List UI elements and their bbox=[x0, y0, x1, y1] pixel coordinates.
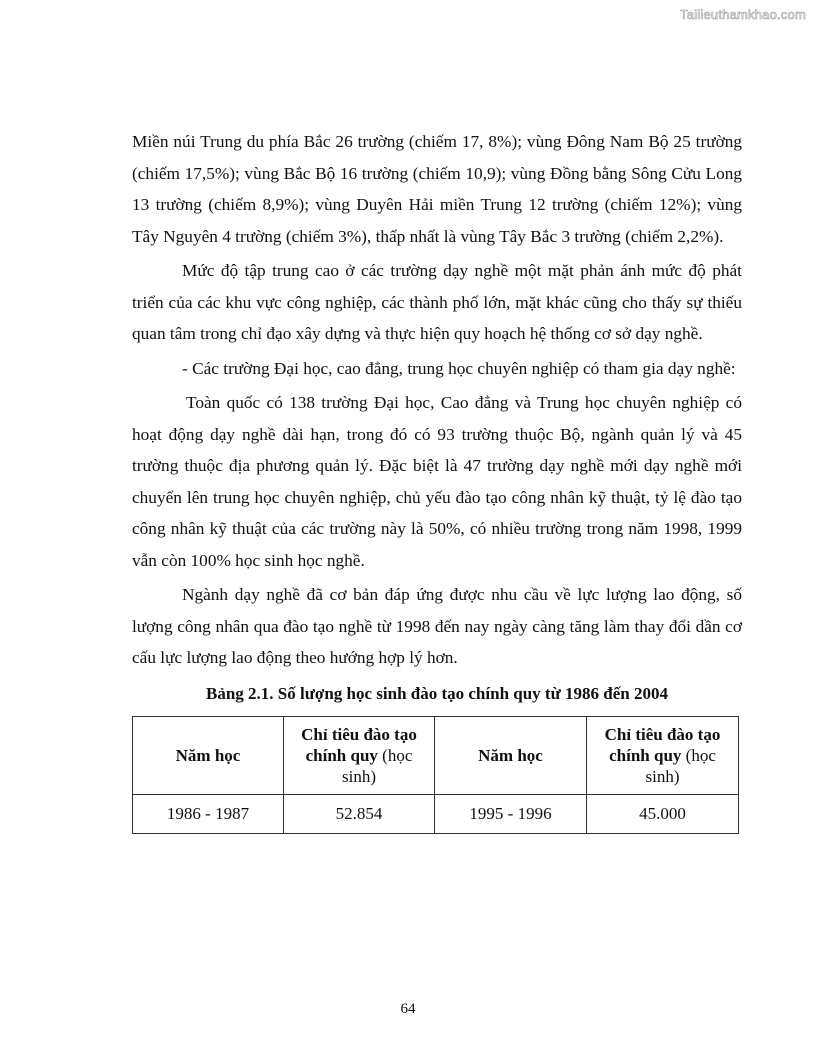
header-quota-2 bbox=[587, 716, 739, 794]
paragraph-concentration: Mức độ tập trung cao ở các trường dạy nghề một mặt phản ánh mức độ phát triển của các khu vực công nghiệp, các thành phố lớn, mặt khác cũng cho thấy sự thiếu quan tâm trong chỉ đạo xây dựng và thực hiện quy hoạch hệ thống cơ sở dạy nghề. bbox=[132, 261, 742, 343]
paragraph-labor: Ngành dạy nghề đã cơ bản đáp ứng được nhu cầu về lực lượng lao động, số lượng công nhân qua đào tạo nghề từ 1998 đến nay ngày càng tăng làm thay đổi dần cơ cấu lực lượng lao động theo hướng hợp lý hơn. bbox=[132, 585, 742, 667]
table-cell: 52.854 bbox=[284, 794, 435, 833]
table-cell: 1995 - 1996 bbox=[435, 794, 587, 833]
header-quota-2-bold: Chỉ tiêu đào tạo chính quy bbox=[604, 724, 721, 765]
header-quota-1-bold: Chỉ tiêu đào tạo chính quy bbox=[301, 724, 417, 765]
watermark: Tailieuthamkhao.com bbox=[680, 7, 806, 22]
header-quota-2-unit: (học sinh) bbox=[645, 745, 716, 786]
header-quota-1-unit: (học sinh) bbox=[342, 745, 413, 786]
table-cell: 45.000 bbox=[587, 794, 739, 833]
page-number: 64 bbox=[400, 1001, 416, 1017]
page-body bbox=[132, 126, 742, 834]
header-year-2: Năm học bbox=[435, 716, 587, 794]
paragraph-universities-heading: - Các trường Đại học, cao đẳng, trung học chuyên nghiệp có tham gia dạy nghề: bbox=[182, 358, 736, 378]
table-caption: Bảng 2.1. Số lượng học sinh đào tạo chính quy từ 1986 đến 2004 bbox=[205, 683, 668, 703]
students-table bbox=[132, 716, 739, 834]
table-cell: 1986 - 1987 bbox=[133, 794, 284, 833]
paragraph-universities: Toàn quốc có 138 trường Đại học, Cao đẳng và Trung học chuyên nghiệp có hoạt động dạy nghề dài hạn, trong đó có 93 trường thuộc Bộ, ngành quản lý và 45 trường thuộc địa phương quản lý. Đặc biệt là 47 trường dạy nghề mới dạy nghề mới chuyển lên trung học chuyên nghiệp, chủ yếu đào tạo công nhân kỹ thuật, tỷ lệ đào tạo công nhân kỹ thuật của các trường này là 50%, có nhiều trường trong năm 1998, 1999 vẫn còn 100% học sinh học nghề. bbox=[132, 393, 742, 570]
table-row bbox=[133, 794, 739, 833]
table-header-row bbox=[133, 716, 739, 794]
paragraph-regions: Miền núi Trung du phía Bắc 26 trường (chiếm 17, 8%); vùng Đông Nam Bộ 25 trường (chiếm 17,5%); vùng Bắc Bộ 16 trường (chiếm 10,9); vùng Đồng bằng Sông Cửu Long 13 trường (chiếm 8,9%); vùng Duyên Hải miền Trung 12 trường (chiếm 12%); vùng Tây Nguyên 4 trường (chiếm 3%), thấp nhất là vùng Tây Bắc 3 trường (chiếm 2,2%). bbox=[132, 132, 742, 246]
header-quota-1 bbox=[284, 716, 435, 794]
header-year-1: Năm học bbox=[133, 716, 284, 794]
